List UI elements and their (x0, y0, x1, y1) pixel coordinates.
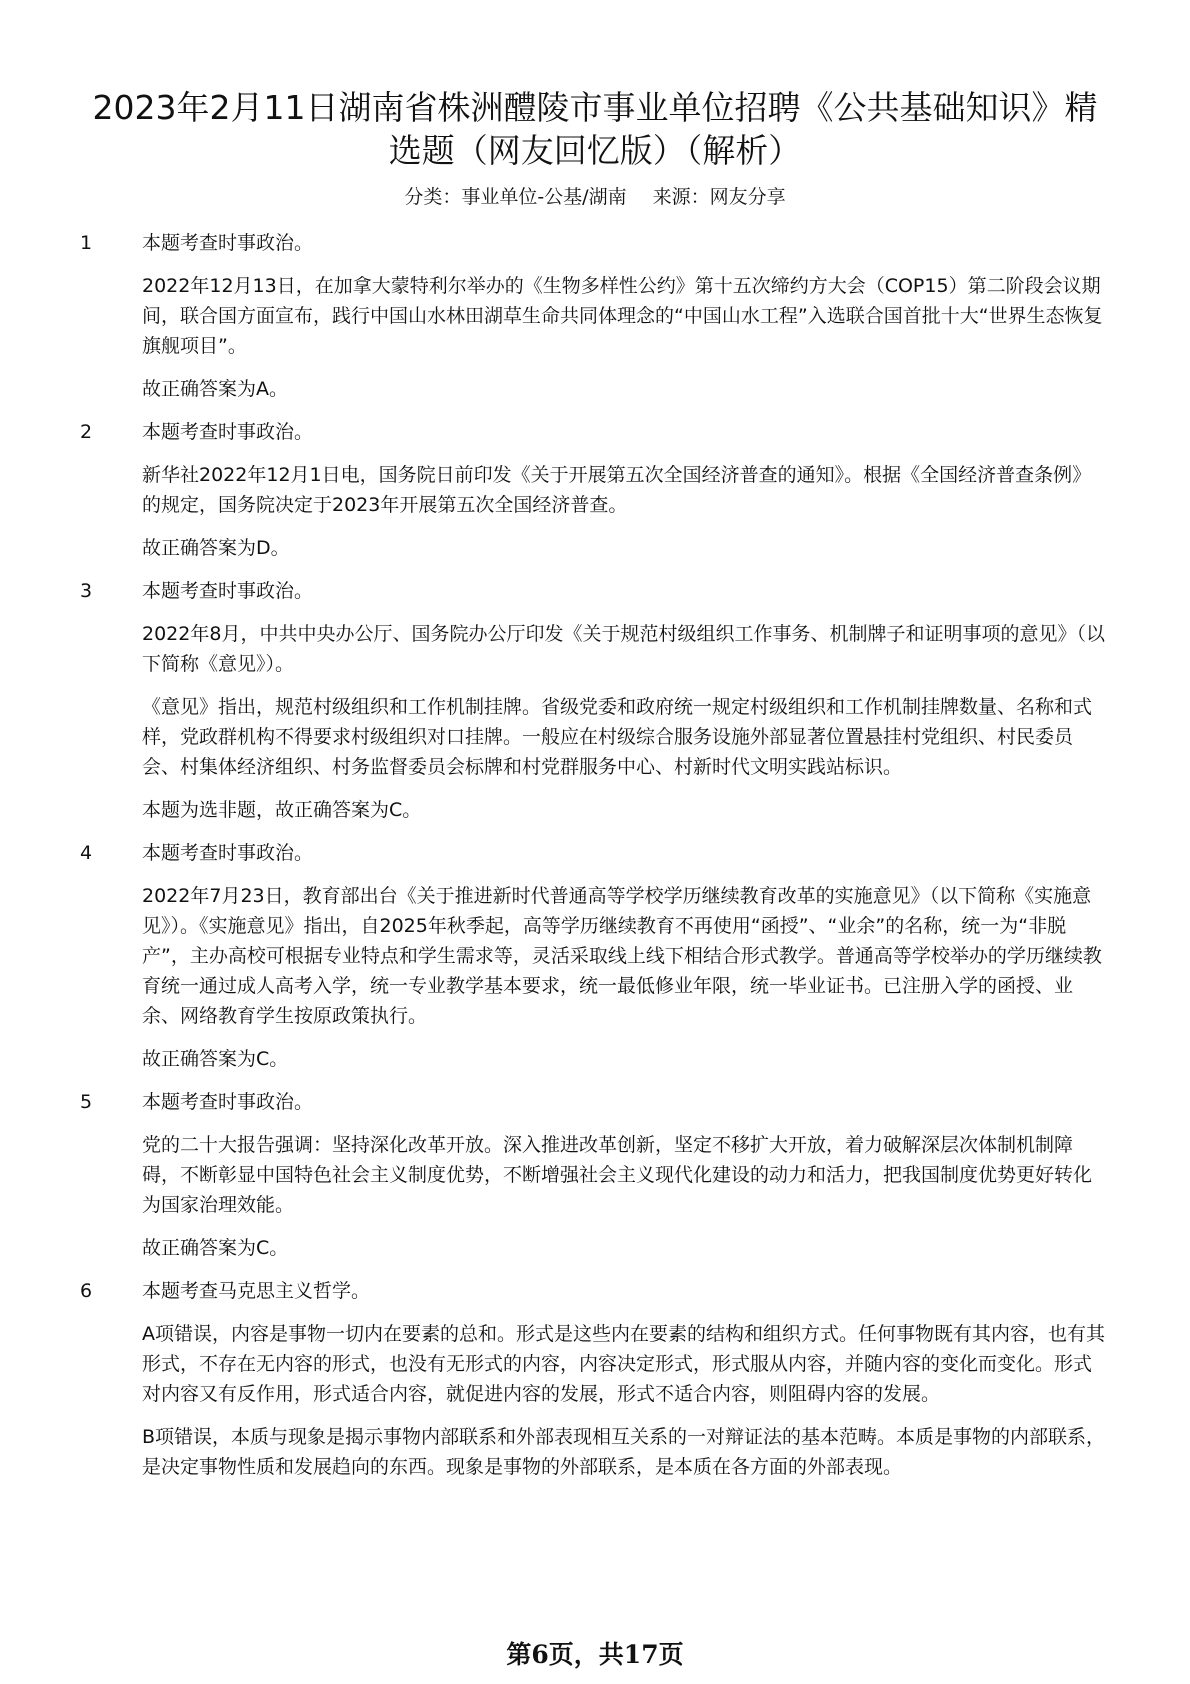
answer-item (80, 1276, 1110, 1482)
answer-item (80, 838, 1110, 1074)
question-number: 5 (80, 1091, 93, 1113)
explanation-paragraph: 党的二十大报告强调：坚持深化改革开放。深入推进改革创新，坚定不移扩大开放，着力破解深层次体制机制障碍，不断彰显中国特色社会主义制度优势，不断增强社会主义现代化建设的动力和活力，把我国制度优势更好转化为国家治理效能。 (142, 1134, 1093, 1216)
question-number: 3 (80, 580, 93, 602)
explanation-paragraph: 本题考查时事政治。 (142, 1091, 314, 1113)
explanation-paragraph: B项错误，本质与现象是揭示事物内部联系和外部表现相互关系的一对辩证法的基本范畴。本质是事物的内部联系，是决定事物性质和发展趋向的东西。现象是事物的外部联系，是本质在各方面的外部表现。 (142, 1426, 1106, 1478)
explanation-paragraph: 本题考查时事政治。 (142, 580, 314, 602)
explanation-paragraph: 本题为选非题，故正确答案为C。 (142, 799, 422, 821)
explanation-paragraph: 2022年8月，中共中央办公厅、国务院办公厅印发《关于规范村级组织工作事务、机制牌子和证明事项的意见》（以下简称《意见》）。 (142, 623, 1105, 675)
explanation-paragraph: 故正确答案为C。 (142, 1048, 289, 1070)
explanation-paragraph: 故正确答案为A。 (142, 378, 288, 400)
answer-item (80, 417, 1110, 563)
source-label: 来源：网友分享 (652, 186, 786, 208)
answer-item (80, 576, 1110, 825)
question-number: 6 (80, 1280, 93, 1302)
question-number: 1 (80, 232, 93, 254)
answer-item (80, 1087, 1110, 1263)
explanation-paragraph: 本题考查时事政治。 (142, 842, 314, 864)
explanation-paragraph: A项错误，内容是事物一切内在要素的总和。形式是这些内在要素的结构和组织方式。任何事物既有其内容，也有其形式，不存在无内容的形式，也没有无形式的内容，内容决定形式，形式服从内容，并随内容的变化而变化。形式对内容又有反作用，形式适合内容，就促进内容的发展，形式不适合内容，则阻碍内容的发展。 (142, 1323, 1106, 1405)
explanation-paragraph: 2022年7月23日，教育部出台《关于推进新时代普通高等学校学历继续教育改革的实施意见》（以下简称《实施意见》）。《实施意见》指出，自2025年秋季起，高等学历继续教育不再使用“函授”、“业余”的名称，统一为“非脱产”，主办高校可根据专业特点和学生需求等，灵活采取线上线下相结合形式教学。普通高等学校举办的学历继续教育统一通过成人高考入学，统一专业教学基本要求，统一最低修业年限，统一毕业证书。已注册入学的函授、业余、网络教育学生按原政策执行。 (142, 885, 1102, 1027)
question-number: 2 (80, 421, 93, 443)
category-label: 分类：事业单位-公基/湖南 (404, 186, 627, 208)
answer-list (80, 228, 1110, 1495)
question-number: 4 (80, 842, 93, 864)
explanation-paragraph: 2022年12月13日，在加拿大蒙特利尔举办的《生物多样性公约》第十五次缔约方大会（COP15）第二阶段会议期间，联合国方面宣布，践行中国山水林田湖草生命共同体理念的“中国山水工程”入选联合国首批十大“世界生态恢复旗舰项目”。 (142, 275, 1103, 357)
explanation-paragraph: 故正确答案为C。 (142, 1237, 289, 1259)
document-title: 2023年2月11日湖南省株洲醴陵市事业单位招聘《公共基础知识》精选题（网友回忆版）（解析） (92, 88, 1098, 170)
explanation-paragraph: 故正确答案为D。 (142, 537, 290, 559)
explanation-paragraph: 本题考查时事政治。 (142, 421, 314, 443)
answer-item (80, 228, 1110, 404)
explanation-paragraph: 《意见》指出，规范村级组织和工作机制挂牌。省级党委和政府统一规定村级组织和工作机制挂牌数量、名称和式样，党政群机构不得要求村级组织对口挂牌。一般应在村级综合服务设施外部显著位置悬挂村党组织、村民委员会、村集体经济组织、村务监督委员会标牌和村党群服务中心、村新时代文明实践站标识。 (142, 696, 1093, 778)
page-number: 第6页，共17页 (506, 1640, 684, 1669)
explanation-paragraph: 新华社2022年12月1日电，国务院日前印发《关于开展第五次全国经济普查的通知》。根据《全国经济普查条例》的规定，国务院决定于2023年开展第五次全国经济普查。 (142, 464, 1092, 516)
explanation-paragraph: 本题考查马克思主义哲学。 (142, 1280, 371, 1302)
document-meta (0, 185, 1190, 209)
explanation-paragraph: 本题考查时事政治。 (142, 232, 314, 254)
